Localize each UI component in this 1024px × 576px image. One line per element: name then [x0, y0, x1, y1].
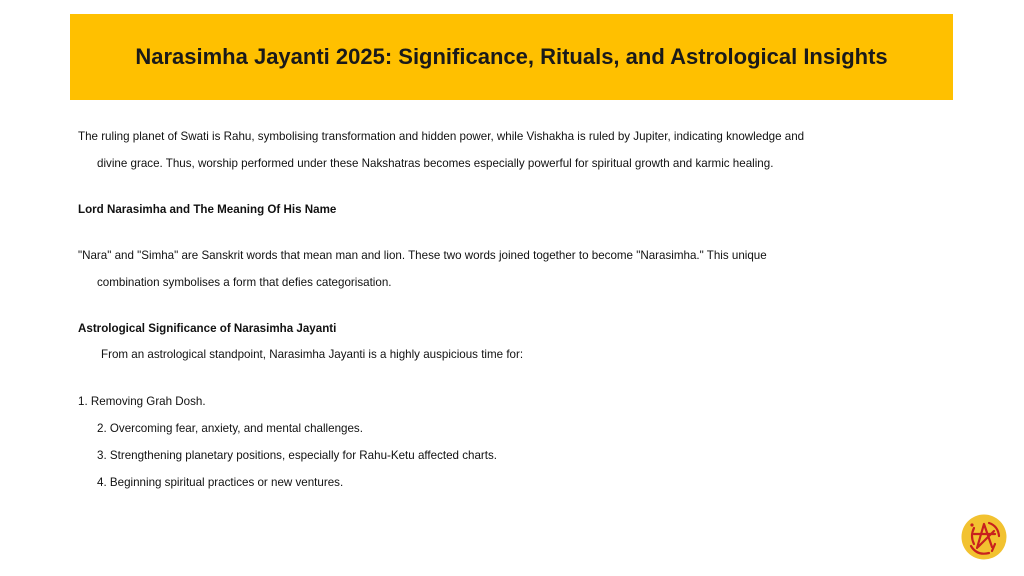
paragraph-line: combination symbolises a form that defies categorisation.: [97, 276, 392, 289]
intro-text: From an astrological standpoint, Narasimha Jayanti is a highly auspicious time for:: [101, 348, 524, 361]
page-title: Narasimha Jayanti 2025: Significance, Rituals, and Astrological Insights: [135, 44, 888, 69]
section-heading: Lord Narasimha and The Meaning Of His Name: [78, 203, 337, 216]
list-item: 3. Strengthening planetary positions, especially for Rahu-Ketu affected charts.: [97, 449, 498, 462]
brand-logo-icon: [961, 514, 1007, 560]
paragraph-line: The ruling planet of Swati is Rahu, symbolising transformation and hidden power, while Vishakha is ruled by Jupiter, indicating knowledge and: [78, 130, 805, 143]
list-item: 1. Removing Grah Dosh.: [78, 395, 206, 408]
list-item: 4. Beginning spiritual practices or new ventures.: [97, 476, 344, 489]
section-heading: Astrological Significance of Narasimha Jayanti: [78, 322, 337, 335]
list-item: 2. Overcoming fear, anxiety, and mental challenges.: [97, 422, 363, 435]
title-banner: [70, 14, 953, 100]
paragraph-line: "Nara" and "Simha" are Sanskrit words that mean man and lion. These two words joined together to become "Narasimha." This unique: [78, 249, 767, 262]
paragraph-line: divine grace. Thus, worship performed under these Nakshatras becomes especially powerful for spiritual growth and karmic healing.: [97, 157, 774, 170]
